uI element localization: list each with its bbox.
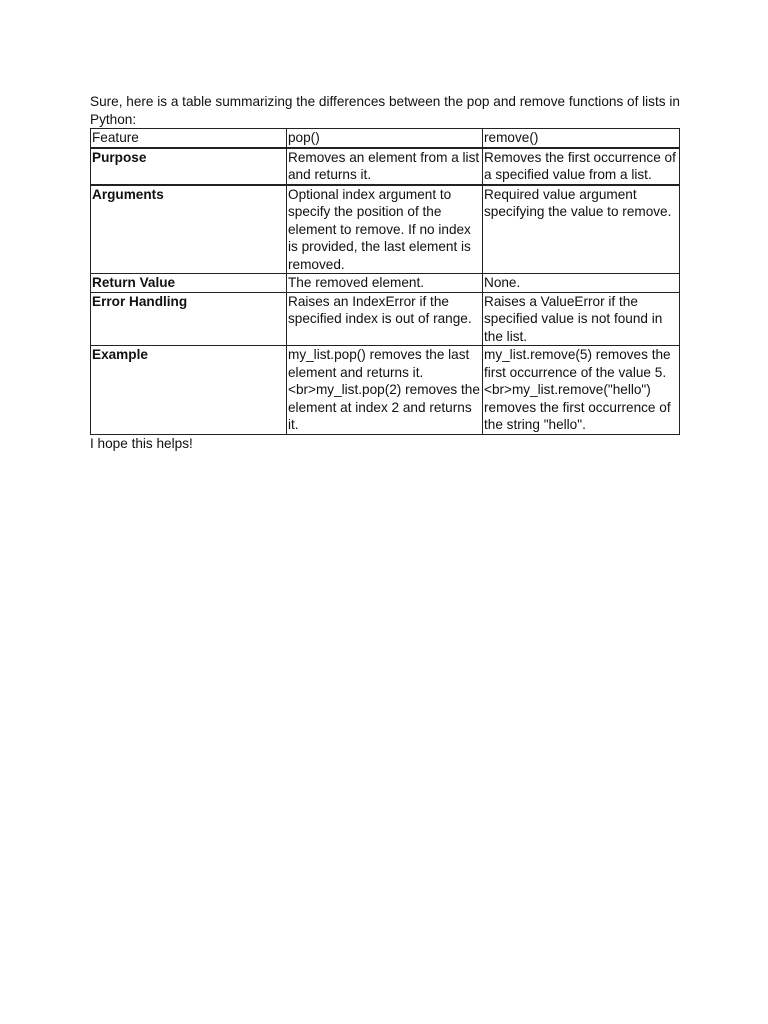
table-row bbox=[91, 346, 680, 435]
pop-cell: Optional index argument to specify the position of the element to remove. If no index is provided, the last element is removed. bbox=[287, 185, 483, 274]
table-header-row bbox=[91, 129, 680, 148]
table-row bbox=[91, 292, 680, 346]
header-remove: remove() bbox=[483, 129, 680, 148]
remove-cell: Removes the first occurrence of a specified value from a list. bbox=[483, 148, 680, 185]
intro-paragraph: Sure, here is a table summarizing the differences between the pop and remove functions of lists in Python: bbox=[90, 94, 680, 127]
outro-paragraph: I hope this helps! bbox=[90, 435, 193, 451]
feature-cell: Example bbox=[91, 346, 287, 435]
feature-cell: Return Value bbox=[91, 274, 287, 293]
pop-cell: my_list.pop() removes the last element and returns it.<br>my_list.pop(2) removes the element at index 2 and returns it. bbox=[287, 346, 483, 435]
remove-cell: Raises a ValueError if the specified value is not found in the list. bbox=[483, 292, 680, 346]
feature-cell: Error Handling bbox=[91, 292, 287, 346]
remove-cell: None. bbox=[483, 274, 680, 293]
table-row bbox=[91, 148, 680, 185]
feature-cell: Arguments bbox=[91, 185, 287, 274]
comparison-table bbox=[90, 128, 680, 435]
pop-cell: Removes an element from a list and returns it. bbox=[287, 148, 483, 185]
document-page bbox=[90, 93, 680, 452]
table-row bbox=[91, 274, 680, 293]
remove-cell: my_list.remove(5) removes the first occurrence of the value 5.<br>my_list.remove("hello") removes the first occurrence of the string "hello". bbox=[483, 346, 680, 435]
feature-cell: Purpose bbox=[91, 148, 287, 185]
header-pop: pop() bbox=[287, 129, 483, 148]
pop-cell: The removed element. bbox=[287, 274, 483, 293]
table-row bbox=[91, 185, 680, 274]
header-feature: Feature bbox=[91, 129, 287, 148]
pop-cell: Raises an IndexError if the specified index is out of range. bbox=[287, 292, 483, 346]
remove-cell: Required value argument specifying the value to remove. bbox=[483, 185, 680, 274]
